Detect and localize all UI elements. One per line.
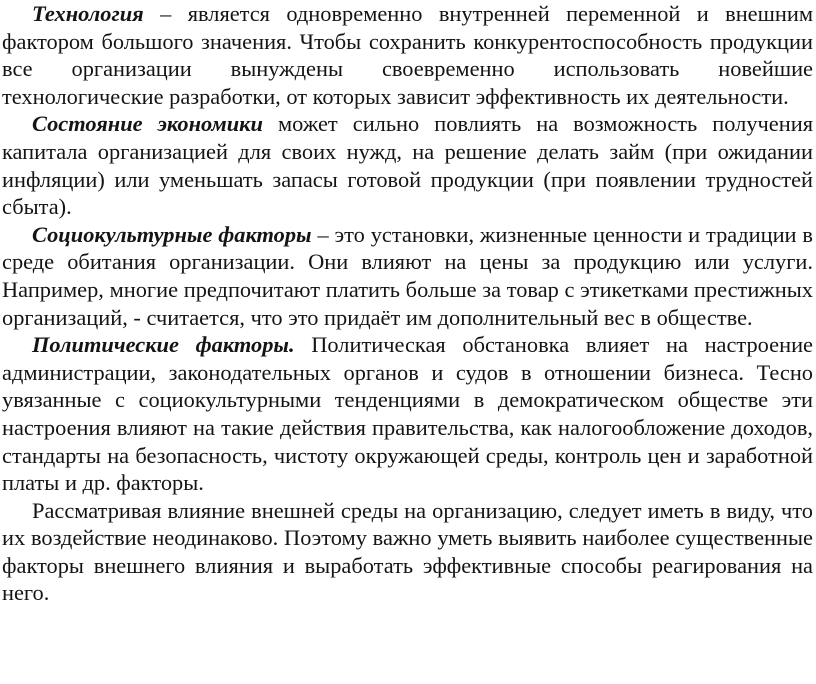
document-page: [2, 0, 813, 607]
term-political: Политические факторы.: [32, 332, 295, 358]
paragraph-conclusion: [2, 497, 813, 607]
paragraph-conclusion-text: Рассматривая влияние внешней среды на организацию, следует иметь в виду, что их воздействие неодинаково. Поэтому важно уметь выявить наиболее существенные факторы внешнего влияния и выработать эффективные способы реагирования на него.: [2, 497, 813, 606]
paragraph-technology-text: – является одновременно внутренней переменной и внешним фактором большого значения. Чтобы сохранить конкурентоспособность продукции все организации вынуждены своевременно использовать новейшие технологические разработки, от которых зависит эффективность их деятельности.: [2, 1, 813, 109]
paragraph-sociocultural: [2, 221, 813, 331]
term-economy: Состояние экономики: [32, 111, 263, 137]
paragraph-economy-text: может сильно повлиять на возможность получения капитала организацией для своих нужд, на решение делать займ (при ожидании инфляции) или уменьшать запасы готовой продукции (при появлении трудностей сбыта).: [2, 111, 813, 220]
paragraph-technology: [2, 0, 813, 110]
paragraph-sociocultural-text: – это установки, жизненные ценности и традиции в среде обитания организации. Они влияют на цены за продукцию или услуги. Например, многие предпочитают платить больше за товар с этикетками престижных организаций, - считается, что это придаёт им дополнительный вес в обществе.: [2, 221, 813, 330]
paragraph-political: [2, 331, 813, 497]
term-sociocultural: Социокультурные факторы: [32, 221, 312, 247]
term-technology: Технология: [32, 1, 144, 26]
paragraph-economy: [2, 110, 813, 220]
paragraph-political-text: Политическая обстановка влияет на настроение администрации, законодательных органов и судов в отношении бизнеса. Тесно увязанные с социокультурными тенденциями в демократическом обществе эти настроения влияют на такие действия правительства, как налогообложение доходов, стандарты на безопасность, чистоту окружающей среды, контроль цен и заработной платы и др. факторы.: [2, 332, 813, 496]
